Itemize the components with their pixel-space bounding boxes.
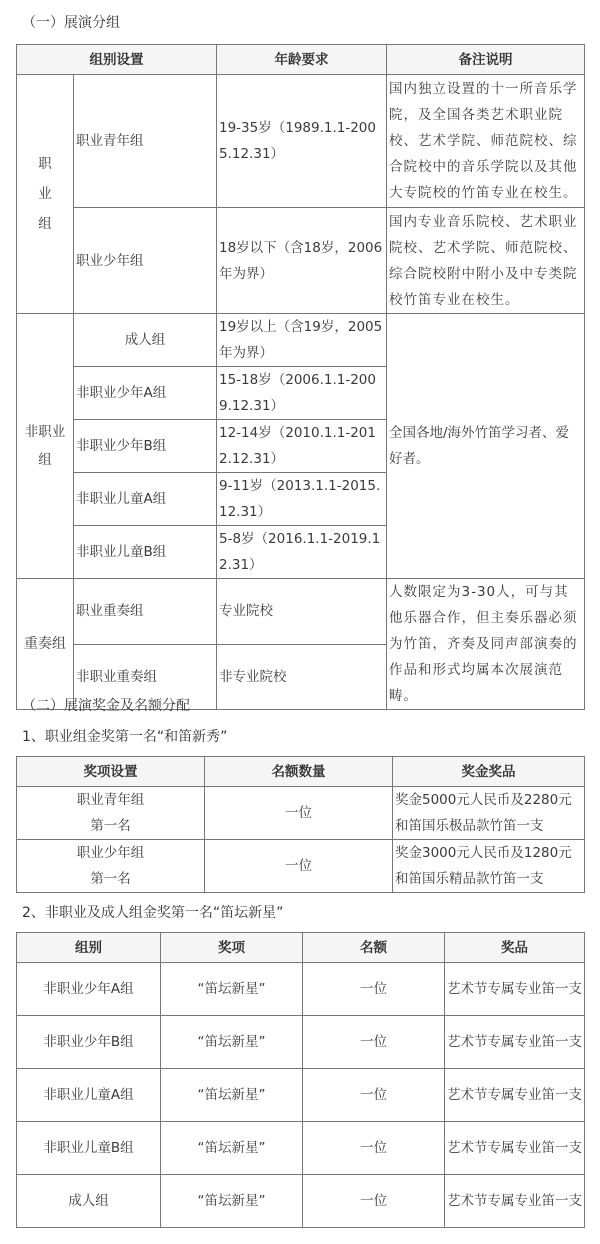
section-heading-groups: （一）展演分组 xyxy=(22,15,120,31)
groups-table xyxy=(16,44,585,710)
table-row-award: “笛坛新星” xyxy=(161,1175,303,1228)
table-row-group: 非职业少年B组 xyxy=(17,1016,161,1069)
subheading-professional-awards: 1、职业组金奖第一名“和笛新秀” xyxy=(22,729,228,745)
nonprofessional-awards-table xyxy=(16,932,585,1228)
row-note: 国内独立设置的十一所音乐学院，及全国各类艺术职业院校、艺术学院、师范院校、综合院校中的音乐学院以及其他大专院校的竹笛专业在校生。 xyxy=(387,75,585,208)
table-row-count: 一位 xyxy=(303,1122,445,1175)
header-quota: 名额数量 xyxy=(205,757,393,787)
row-age: 12-14岁（2010.1.1-2012.12.31） xyxy=(217,420,387,473)
table-row-prize: 艺术节专属专业笛一支 xyxy=(445,1122,585,1175)
group-professional: 职 业 组 xyxy=(17,75,74,314)
section-heading-awards: （二）展演奖金及名额分配 xyxy=(22,698,190,714)
group-nonprofessional: 非职业 组 xyxy=(17,314,74,579)
row-name: 非职业儿童A组 xyxy=(74,473,217,526)
award-count: 一位 xyxy=(205,787,393,840)
table-row-award: “笛坛新星” xyxy=(161,1016,303,1069)
row-age: 9-11岁（2013.1.1-2015.12.31） xyxy=(217,473,387,526)
table-row-prize: 艺术节专属专业笛一支 xyxy=(445,1069,585,1122)
header-award-setting: 奖项设置 xyxy=(17,757,205,787)
table-row-group: 非职业儿童A组 xyxy=(17,1069,161,1122)
ensemble-note: 人数限定为3-30人，可与其他乐器合作，但主奏乐器必须为竹笛，齐奏及同声部演奏的作品和形式均属本次展演范畴。 xyxy=(387,579,585,710)
nonprofessional-note: 全国各地/海外竹笛学习者、爱好者。 xyxy=(387,314,585,579)
row-name: 职业重奏组 xyxy=(74,579,217,645)
row-name: 非职业少年A组 xyxy=(74,367,217,420)
award-name: 职业少年组 第一名 xyxy=(17,840,205,893)
row-name: 成人组 xyxy=(74,314,217,367)
table-row-count: 一位 xyxy=(303,1016,445,1069)
row-age: 19岁以上（含19岁，2005年为界） xyxy=(217,314,387,367)
header-prize: 奖金奖品 xyxy=(393,757,585,787)
table-row-count: 一位 xyxy=(303,1069,445,1122)
row-age: 非专业院校 xyxy=(217,644,387,710)
row-age: 专业院校 xyxy=(217,579,387,645)
table-row-group: 成人组 xyxy=(17,1175,161,1228)
row-age: 15-18岁（2006.1.1-2009.12.31） xyxy=(217,367,387,420)
row-name: 职业青年组 xyxy=(74,75,217,208)
group-ensemble: 重奏组 xyxy=(17,579,74,710)
header-group-setting: 组别设置 xyxy=(17,45,217,75)
table-row-prize: 艺术节专属专业笛一支 xyxy=(445,1016,585,1069)
table-row-award: “笛坛新星” xyxy=(161,1122,303,1175)
row-name: 非职业儿童B组 xyxy=(74,526,217,579)
row-name: 职业少年组 xyxy=(74,208,217,314)
row-note: 国内专业音乐院校、艺术职业院校、艺术学院、师范院校、综合院校附中附小及中专类院校竹笛专业在校生。 xyxy=(387,208,585,314)
row-age: 19-35岁（1989.1.1-2005.12.31） xyxy=(217,75,387,208)
professional-awards-table xyxy=(16,756,585,893)
row-age: 5-8岁（2016.1.1-2019.12.31） xyxy=(217,526,387,579)
table-row-count: 一位 xyxy=(303,963,445,1016)
header-remarks: 备注说明 xyxy=(387,45,585,75)
row-name: 非职业重奏组 xyxy=(74,644,217,710)
header-prize: 奖品 xyxy=(445,933,585,963)
subheading-nonprofessional-awards: 2、非职业及成人组金奖第一名“笛坛新星” xyxy=(22,905,284,921)
header-age-requirement: 年龄要求 xyxy=(217,45,387,75)
table-row-award: “笛坛新星” xyxy=(161,963,303,1016)
table-row-group: 非职业儿童B组 xyxy=(17,1122,161,1175)
header-quota: 名额 xyxy=(303,933,445,963)
table-row-prize: 艺术节专属专业笛一支 xyxy=(445,963,585,1016)
row-age: 18岁以下（含18岁，2006年为界） xyxy=(217,208,387,314)
table-row-count: 一位 xyxy=(303,1175,445,1228)
table-row-award: “笛坛新星” xyxy=(161,1069,303,1122)
header-group: 组别 xyxy=(17,933,161,963)
award-name: 职业青年组 第一名 xyxy=(17,787,205,840)
award-count: 一位 xyxy=(205,840,393,893)
row-name: 非职业少年B组 xyxy=(74,420,217,473)
table-row-prize: 艺术节专属专业笛一支 xyxy=(445,1175,585,1228)
award-prize: 奖金5000元人民币及2280元和笛国乐极品款竹笛一支 xyxy=(393,787,585,840)
table-row-group: 非职业少年A组 xyxy=(17,963,161,1016)
award-prize: 奖金3000元人民币及1280元和笛国乐精品款竹笛一支 xyxy=(393,840,585,893)
header-award: 奖项 xyxy=(161,933,303,963)
